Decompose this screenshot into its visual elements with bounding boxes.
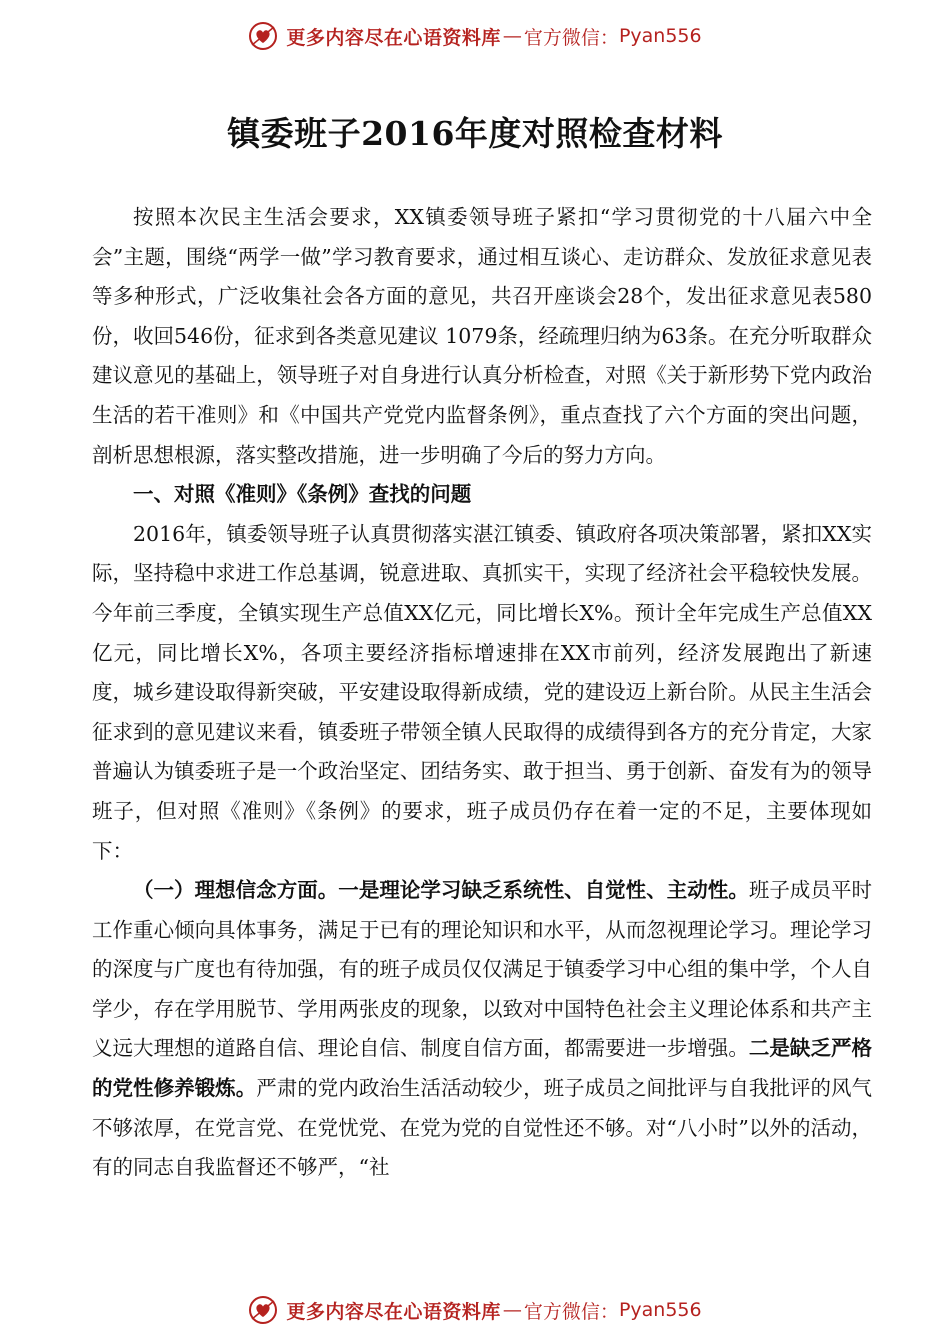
subsection-1-bold-a: （一）理想信念方面。一是理论学习缺乏系统性、自觉性、主动性。 (133, 878, 749, 903)
heart-logo-icon (248, 1295, 278, 1325)
watermark-dash: — (502, 1299, 522, 1321)
watermark-wechat-label: 官方微信： (523, 26, 619, 49)
watermark-footer (0, 1290, 950, 1330)
watermark-main-text: 更多内容尽在心语资料库 (286, 26, 501, 49)
section-heading-1: 一、对照《准则》《条例》查找的问题 (133, 482, 472, 507)
subsection-1-text-b: 严肃的党内政治生活活动较少，班子成员之间批评与自我批评的风气不够浓厚，在党言党、在党忧党、在党为党的自觉性还不够。对“八小时”以外的活动，有的同志自我监督还不够严，“社 (92, 1076, 873, 1180)
watermark-wechat-label: 官方微信： (523, 1300, 619, 1323)
watermark-header (0, 16, 950, 56)
document-title: 镇委班子2016年度对照检查材料 (227, 114, 723, 153)
heart-logo-icon (248, 21, 278, 51)
watermark-wechat-id: Pyan556 (618, 1299, 702, 1321)
intro-paragraph: 按照本次民主生活会要求，XX镇委领导班子紧扣“学习贯彻党的十八届六中全会”主题，围绕“两学一做”学习教育要求，通过相互谈心、走访群众、发放征求意见表等多种形式，广泛收集社会各方面的意见，共召开座谈会28个，发出征求意见表580份，收回546份，征求到各类意见建议 1079条，经疏理归纳为63条。在充分听取群众建议意见的基础上，领导班子对自身进行认真分析检查，对照《关于新形势下党内政治生活的若干准则》和《中国共产党党内监督条例》，重点查找了六个方面的突出问题，剖析思想根源，落实整改措施，进一步明确了今后的努力方向。 (92, 205, 872, 467)
subsection-1-text-a: 班子成员平时工作重心倾向具体事务，满足于已有的理论知识和水平，从而忽视理论学习。理论学习的深度与广度也有待加强，有的班子成员仅仅满足于镇委学习中心组的集中学，个人自学少，存在学用脱节、学用两张皮的现象，以致对中国特色社会主义理论体系和共产主义远大理想的道路自信、理论自信、制度自信方面，都需要进一步增强。 (92, 878, 873, 1061)
section-1-paragraph: 2016年，镇委领导班子认真贯彻落实湛江镇委、镇政府各项决策部署，紧扣XX实际，坚持稳中求进工作总基调，锐意进取、真抓实干，实现了经济社会平稳较快发展。今年前三季度，全镇实现生产总值XX亿元，同比增长X%。预计全年完成生产总值XX亿元，同比增长X%，各项主要经济指标增速排在XX市前列，经济发展跑出了新速度，城乡建设取得新突破，平安建设取得新成绩，党的建设迈上新台阶。从民主生活会征求到的意见建议来看，镇委班子带领全镇人民取得的成绩得到各方的充分肯定，大家普遍认为镇委班子是一个政治坚定、团结务实、敢于担当、勇于创新、奋发有为的领导班子，但对照《准则》《条例》的要求，班子成员仍存在着一定的不足，主要体现如下： (92, 521, 872, 863)
watermark-dash: — (502, 25, 522, 47)
document-body (92, 198, 872, 1188)
subsection-1-paragraph (92, 871, 872, 1188)
subsection-1-bold-b: 二是缺乏严格的党性修养锻炼。 (92, 1036, 873, 1101)
watermark-main-text: 更多内容尽在心语资料库 (286, 1300, 501, 1323)
watermark-wechat-id: Pyan556 (618, 25, 702, 47)
